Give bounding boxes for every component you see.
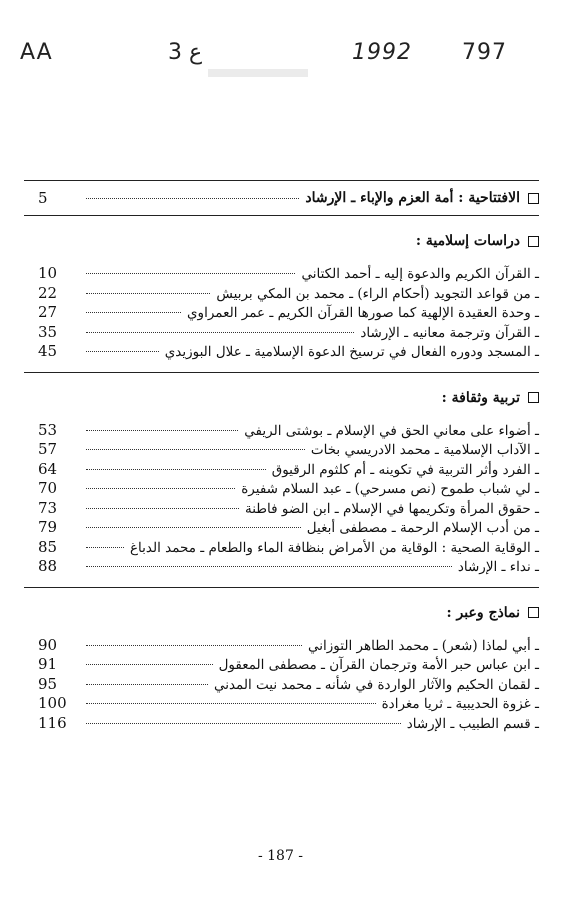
handwritten-ref-3: 1992 — [352, 40, 412, 65]
entry-page: 79 — [38, 518, 58, 536]
entry-title: ـ حقوق المرأة وتكريمها في الإسلام ـ ابن الضو فاطنة — [244, 500, 539, 517]
section-heading — [24, 383, 539, 413]
entry-title: ـ لقمان الحكيم والآثار الواردة في شأنه ـ محمد نيت المدني — [213, 676, 539, 693]
dot-leader — [86, 566, 452, 567]
toc-entry — [24, 714, 539, 734]
checkbox-square-icon — [528, 607, 539, 618]
entry-list — [24, 628, 539, 744]
dot-leader — [86, 198, 299, 199]
toc-entry — [24, 655, 539, 675]
entry-page: 95 — [38, 674, 58, 693]
toc-entry — [24, 538, 539, 558]
toc-sections — [24, 215, 539, 743]
dot-leader — [86, 273, 295, 274]
entry-page: 35 — [38, 322, 58, 341]
entry-title: ـ ابن عباس حبر الأمة وترجمان القرآن ـ مصطفى المعقول — [218, 657, 539, 673]
dot-leader — [86, 488, 235, 489]
entry-title: ـ غزوة الحديبية ـ ثريا مغرادة — [381, 696, 539, 712]
entry-page: 88 — [38, 557, 58, 575]
toc-entry — [24, 636, 539, 656]
section-divider — [24, 587, 539, 588]
dot-leader — [86, 449, 305, 450]
toc-entry — [24, 440, 539, 460]
dot-leader — [86, 332, 354, 333]
section-heading-text: تربية وثقافة : — [441, 389, 520, 406]
toc-entry — [24, 303, 539, 323]
toc-entry — [24, 323, 539, 343]
handwritten-ref-2: 3 ع — [168, 40, 203, 65]
entry-page: 100 — [38, 694, 67, 712]
entry-title: ـ لي شباب طموح (نص مسرحي) ـ عبد السلام شفيرة — [241, 481, 539, 497]
entry-page: 90 — [38, 635, 58, 654]
entry-page: 73 — [38, 498, 58, 517]
page-number: - 187 - — [257, 848, 304, 864]
faded-stamp-mark — [208, 66, 308, 80]
dot-leader — [86, 469, 266, 470]
entry-title: الافتتاحية : أمة العزم والإباء ـ الإرشاد — [305, 190, 520, 206]
entry-page: 22 — [38, 283, 58, 302]
entry-page: 116 — [38, 713, 67, 732]
entry-list — [24, 413, 539, 587]
handwritten-ref-1: AA — [20, 40, 53, 65]
section-heading-text: نماذج وعبر : — [446, 604, 520, 621]
toc-entry — [24, 518, 539, 538]
entry-title: ـ الوقاية الصحية : الوقاية من الأمراض بنظافة الماء والطعام ـ محمد الدباغ — [129, 539, 539, 556]
dot-leader — [86, 645, 302, 646]
entry-title: ـ قسم الطبيب ـ الإرشاد — [406, 715, 539, 732]
dot-leader — [86, 547, 124, 548]
entry-list — [24, 256, 539, 372]
entry-page: 45 — [38, 342, 58, 360]
entry-title: ـ القرآن الكريم والدعوة إليه ـ أحمد الكتاني — [301, 266, 539, 282]
entry-page: 57 — [38, 440, 58, 458]
entry-title: ـ القرآن وترجمة معانيه ـ الإرشاد — [360, 324, 539, 341]
toc-entry — [24, 694, 539, 714]
dot-leader — [86, 312, 181, 313]
toc-entry-opening — [24, 181, 539, 215]
entry-page: 70 — [38, 479, 58, 497]
dot-leader — [86, 430, 238, 431]
entry-page: 53 — [38, 420, 58, 439]
entry-page: 91 — [38, 655, 58, 673]
section-heading — [24, 598, 539, 628]
toc-entry — [24, 479, 539, 499]
entry-title: ـ نداء ـ الإرشاد — [457, 559, 539, 575]
section-heading — [24, 226, 539, 256]
toc-entry — [24, 342, 539, 362]
entry-title: ـ أضواء على معاني الحق في الإسلام ـ بوشتى الريفي — [244, 422, 539, 439]
entry-page: 64 — [38, 459, 58, 478]
entry-title: ـ المسجد ودوره الفعال في ترسيخ الدعوة الإسلامية ـ علال البوزيدي — [164, 344, 539, 360]
entry-page: 5 — [38, 189, 48, 207]
toc-entry — [24, 499, 539, 519]
dot-leader — [86, 703, 376, 704]
entry-title: ـ من أدب الإسلام الرحمة ـ مصطفى أبغيل — [306, 520, 539, 536]
checkbox-square-icon — [528, 392, 539, 403]
table-of-contents — [24, 180, 539, 743]
toc-entry — [24, 284, 539, 304]
checkbox-square-icon — [528, 236, 539, 247]
section-divider — [24, 372, 539, 373]
entry-page: 85 — [38, 537, 58, 556]
dot-leader — [86, 527, 301, 528]
dot-leader — [86, 293, 210, 294]
toc-entry — [24, 460, 539, 480]
dot-leader — [86, 508, 239, 509]
section-heading-text: دراسات إسلامية : — [415, 233, 520, 249]
dot-leader — [86, 723, 401, 724]
entry-title: ـ الفرد وأثر التربية في تكوينه ـ أم كلثوم الرقيوق — [271, 461, 539, 478]
section-divider — [24, 215, 539, 216]
checkbox-square-icon — [528, 193, 539, 204]
entry-page: 10 — [38, 264, 58, 282]
toc-entry — [24, 421, 539, 441]
entry-title: ـ الآداب الإسلامية ـ محمد الادريسي بخات — [310, 442, 539, 458]
entry-page: 27 — [38, 303, 58, 321]
toc-entry — [24, 264, 539, 284]
handwritten-ref-4: 797 — [462, 40, 507, 65]
dot-leader — [86, 684, 208, 685]
entry-title: ـ أبي لماذا (شعر) ـ محمد الطاهر التوزاني — [308, 637, 539, 654]
dot-leader — [86, 664, 213, 665]
dot-leader — [86, 351, 159, 352]
toc-entry — [24, 557, 539, 577]
entry-title-container — [305, 190, 539, 206]
entry-title: ـ من قواعد التجويد (أحكام الراء) ـ محمد بن المكي بربيش — [216, 285, 539, 302]
toc-entry — [24, 675, 539, 695]
entry-title: ـ وحدة العقيدة الإلهية كما صورها القرآن الكريم ـ عمر العمراوي — [186, 305, 539, 321]
